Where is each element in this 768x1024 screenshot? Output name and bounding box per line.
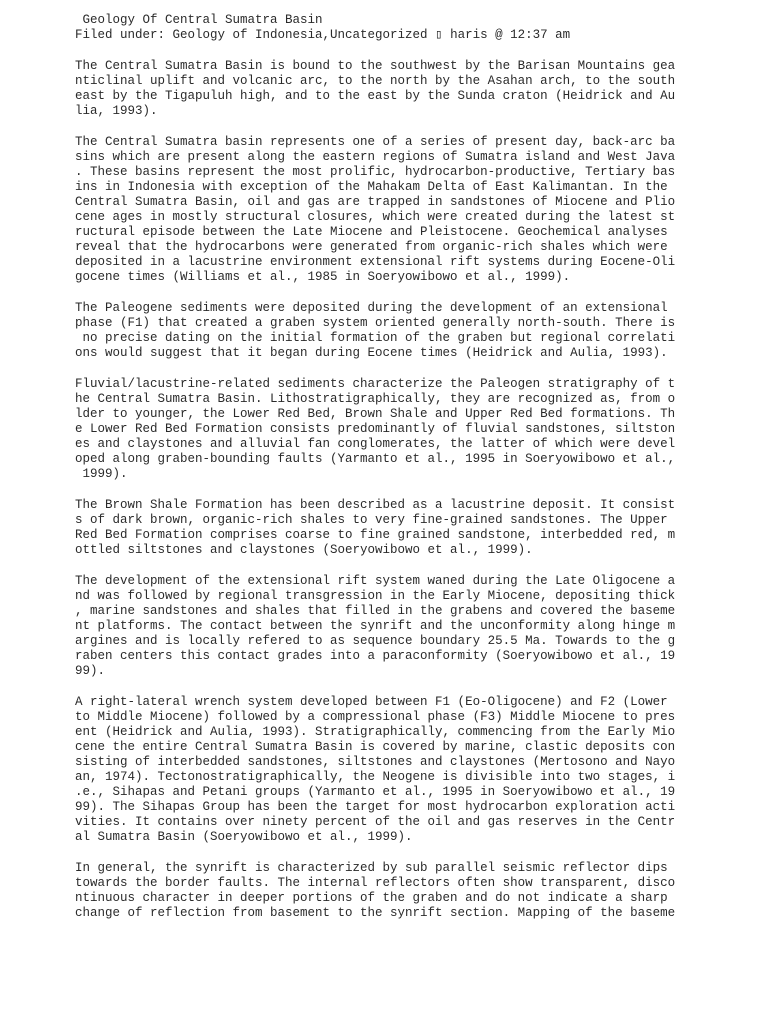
text-line: ins in Indonesia with exception of the Mahakam Delta of East Kalimantan. In the	[75, 180, 668, 194]
text-line: oped along graben-bounding faults (Yarmanto et al., 1995 in Soeryowibowo et al.,	[75, 452, 676, 466]
text-line: deposited in a lacustrine environment extensional rift systems during Eocene-Oli	[75, 255, 676, 269]
text-line: reveal that the hydrocarbons were generated from organic-rich shales which were	[75, 240, 668, 254]
text-line: argines and is locally refered to as sequence boundary 25.5 Ma. Towards to the g	[75, 634, 676, 648]
text-line: , marine sandstones and shales that filled in the grabens and covered the baseme	[75, 604, 676, 618]
text-line: raben centers this contact grades into a paraconformity (Soeryowibowo et al., 19	[75, 649, 676, 663]
text-line: lder to younger, the Lower Red Bed, Brown Shale and Upper Red Bed formations. Th	[75, 407, 676, 421]
text-line: change of reflection from basement to the synrift section. Mapping of the baseme	[75, 906, 676, 920]
text-line: al Sumatra Basin (Soeryowibowo et al., 1999).	[75, 830, 413, 844]
text-line: an, 1974). Tectonostratigraphically, the Neogene is divisible into two stages, i	[75, 770, 676, 784]
text-line: no precise dating on the initial formation of the graben but regional correlati	[75, 331, 676, 345]
text-line: . These basins represent the most prolific, hydrocarbon-productive, Tertiary bas	[75, 165, 676, 179]
text-line: ent (Heidrick and Aulia, 1993). Stratigraphically, commencing from the Early Mio	[75, 725, 676, 739]
text-line: lia, 1993).	[75, 104, 158, 118]
text-line: nt platforms. The contact between the synrift and the unconformity along hinge m	[75, 619, 676, 633]
text-line: gocene times (Williams et al., 1985 in Soeryowibowo et al., 1999).	[75, 270, 571, 284]
text-line: The Paleogene sediments were deposited during the development of an extensional	[75, 301, 668, 315]
text-line: e Lower Red Bed Formation consists predominantly of fluvial sandstones, siltston	[75, 422, 676, 436]
post-title: Geology Of Central Sumatra Basin	[75, 13, 323, 27]
text-line: 1999).	[75, 467, 128, 481]
text-line: vities. It contains over ninety percent of the oil and gas reserves in the Centr	[75, 815, 676, 829]
paragraph	[75, 574, 768, 679]
text-line: cene ages in mostly structural closures, which were created during the latest st	[75, 210, 676, 224]
text-line: 99).	[75, 664, 106, 678]
text-line: .e., Sihapas and Petani groups (Yarmanto et al., 1995 in Soeryowibowo et al., 19	[75, 785, 676, 799]
text-line: The Brown Shale Formation has been described as a lacustrine deposit. It consist	[75, 498, 676, 512]
paragraph	[75, 59, 768, 119]
text-line: to Middle Miocene) followed by a compressional phase (F3) Middle Miocene to pres	[75, 710, 676, 724]
text-line: ntinuous character in deeper portions of the graben and do not indicate a sharp	[75, 891, 668, 905]
paragraph	[75, 377, 768, 482]
text-line: The development of the extensional rift system waned during the Late Oligocene a	[75, 574, 676, 588]
text-line: ructural episode between the Late Miocene and Pleistocene. Geochemical analyses	[75, 225, 668, 239]
text-line: ons would suggest that it began during Eocene times (Heidrick and Aulia, 1993).	[75, 346, 668, 360]
text-line: sisting of interbedded sandstones, siltstones and claystones (Mertosono and Nayo	[75, 755, 676, 769]
paragraph	[75, 301, 768, 361]
paragraph	[75, 135, 768, 285]
text-line: ottled siltstones and claystones (Soeryowibowo et al., 1999).	[75, 543, 533, 557]
text-line: In general, the synrift is characterized by sub parallel seismic reflector dips	[75, 861, 668, 875]
text-line: towards the border faults. The internal reflectors often show transparent, disco	[75, 876, 676, 890]
text-line: A right-lateral wrench system developed between F1 (Eo-Oligocene) and F2 (Lower	[75, 695, 668, 709]
text-line: s of dark brown, organic-rich shales to very fine-grained sandstones. The Upper	[75, 513, 668, 527]
text-line: es and claystones and alluvial fan conglomerates, the latter of which were devel	[75, 437, 676, 451]
text-line: The Central Sumatra Basin is bound to the southwest by the Barisan Mountains gea	[75, 59, 676, 73]
text-line: nticlinal uplift and volcanic arc, to the north by the Asahan arch, to the south	[75, 74, 676, 88]
text-line: sins which are present along the eastern regions of Sumatra island and West Java	[75, 150, 676, 164]
text-line: The Central Sumatra basin represents one of a series of present day, back-arc ba	[75, 135, 676, 149]
text-line: Red Bed Formation comprises coarse to fine grained sandstone, interbedded red, m	[75, 528, 676, 542]
text-line: east by the Tigapuluh high, and to the east by the Sunda craton (Heidrick and Au	[75, 89, 676, 103]
text-line: Central Sumatra Basin, oil and gas are trapped in sandstones of Miocene and Plio	[75, 195, 676, 209]
text-line: he Central Sumatra Basin. Lithostratigraphically, they are recognized as, from o	[75, 392, 676, 406]
paragraph	[75, 498, 768, 558]
paragraph	[75, 861, 768, 921]
text-line: cene the entire Central Sumatra Basin is covered by marine, clastic deposits con	[75, 740, 676, 754]
text-line: Fluvial/lacustrine-related sediments characterize the Paleogen stratigraphy of t	[75, 377, 676, 391]
text-line: 99). The Sihapas Group has been the target for most hydrocarbon exploration acti	[75, 800, 676, 814]
text-line: phase (F1) that created a graben system oriented generally north-south. There is	[75, 316, 676, 330]
post-body	[75, 59, 768, 921]
post-meta: Filed under: Geology of Indonesia,Uncategorized ▯ haris @ 12:37 am	[75, 28, 571, 42]
paragraph	[75, 695, 768, 845]
text-line: nd was followed by regional transgression in the Early Miocene, depositing thick	[75, 589, 676, 603]
